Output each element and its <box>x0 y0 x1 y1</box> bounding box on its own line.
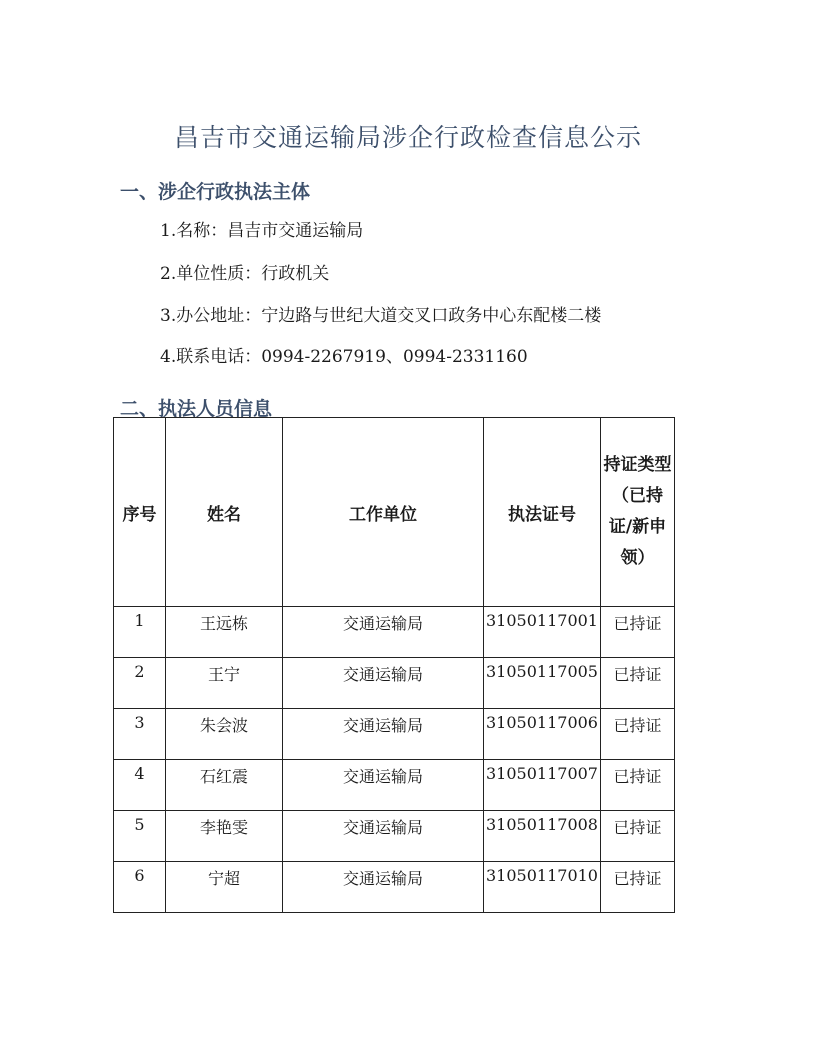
cell-index: 3 <box>114 709 166 760</box>
cell-license-type: 已持证 <box>601 760 675 811</box>
cell-work-unit: 交通运输局 <box>283 658 484 709</box>
table-row <box>114 709 675 760</box>
info-item-address: 3.办公地址：宁边路与世纪大道交叉口政务中心东配楼二楼 <box>160 306 602 326</box>
info-item-unit-type: 2.单位性质：行政机关 <box>160 264 330 284</box>
table-header-row <box>114 418 675 607</box>
table-row <box>114 811 675 862</box>
page-title: 昌吉市交通运输局涉企行政检查信息公示 <box>173 123 642 152</box>
cell-license-number: 31050117001 <box>484 607 601 658</box>
cell-license-type: 已持证 <box>601 709 675 760</box>
table-row <box>114 862 675 913</box>
cell-license-type: 已持证 <box>601 658 675 709</box>
cell-index: 4 <box>114 760 166 811</box>
info-item-phone: 4.联系电话：0994-2267919、0994-2331160 <box>160 347 528 367</box>
cell-name: 李艳雯 <box>166 811 283 862</box>
header-license-number: 执法证号 <box>484 418 601 607</box>
header-license-type: 持证类型（已持证/新申领） <box>601 418 675 607</box>
cell-work-unit: 交通运输局 <box>283 760 484 811</box>
cell-index: 5 <box>114 811 166 862</box>
section-heading-enforcement-subject: 一、涉企行政执法主体 <box>120 181 311 203</box>
cell-work-unit: 交通运输局 <box>283 862 484 913</box>
cell-name: 宁超 <box>166 862 283 913</box>
cell-name: 朱会波 <box>166 709 283 760</box>
section-heading-personnel: 二、执法人员信息 <box>120 398 273 420</box>
table-row <box>114 760 675 811</box>
cell-name: 石红震 <box>166 760 283 811</box>
header-index: 序号 <box>114 418 166 607</box>
cell-license-number: 31050117010 <box>484 862 601 913</box>
cell-work-unit: 交通运输局 <box>283 709 484 760</box>
cell-license-number: 31050117005 <box>484 658 601 709</box>
table-row <box>114 607 675 658</box>
cell-license-number: 31050117007 <box>484 760 601 811</box>
personnel-table <box>113 417 675 913</box>
table-row <box>114 658 675 709</box>
cell-name: 王远栋 <box>166 607 283 658</box>
cell-name: 王宁 <box>166 658 283 709</box>
cell-work-unit: 交通运输局 <box>283 607 484 658</box>
cell-work-unit: 交通运输局 <box>283 811 484 862</box>
cell-index: 6 <box>114 862 166 913</box>
cell-license-type: 已持证 <box>601 811 675 862</box>
cell-index: 1 <box>114 607 166 658</box>
info-item-name: 1.名称：昌吉市交通运输局 <box>160 221 364 241</box>
cell-license-number: 31050117008 <box>484 811 601 862</box>
header-work-unit: 工作单位 <box>283 418 484 607</box>
cell-license-type: 已持证 <box>601 607 675 658</box>
cell-index: 2 <box>114 658 166 709</box>
header-name: 姓名 <box>166 418 283 607</box>
cell-license-number: 31050117006 <box>484 709 601 760</box>
cell-license-type: 已持证 <box>601 862 675 913</box>
